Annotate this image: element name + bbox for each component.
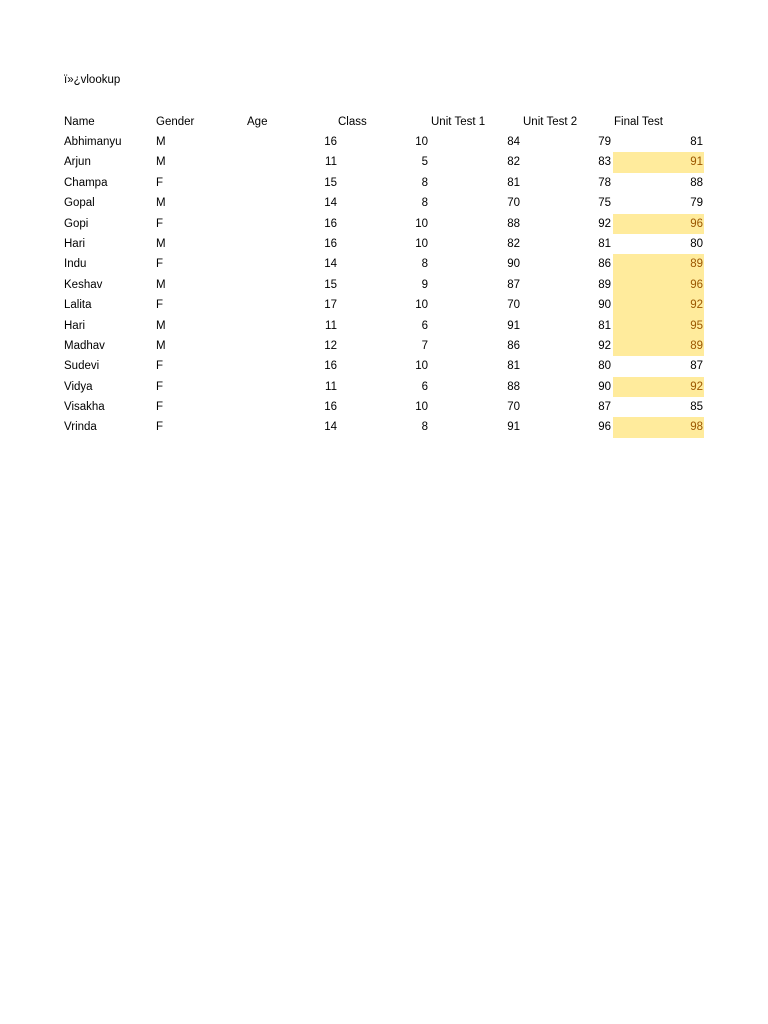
data-table [64,112,704,438]
cell-age: 17 [324,299,337,312]
cell-gender: M [156,339,166,352]
table-row [64,173,704,193]
cell-final-test: 92 [613,377,704,397]
cell-final-test: 87 [690,360,703,373]
cell-final-test: 92 [613,295,704,315]
cell-unit-test-2: 83 [598,156,611,169]
cell-final-test: 88 [690,176,703,189]
cell-gender: M [156,136,166,148]
cell-name: Abhimanyu [64,136,122,148]
cell-name: Hari [64,237,86,250]
sheet-title: ï»¿vlookup [64,74,121,86]
cell-class: 10 [415,217,428,230]
cell-age: 14 [324,421,337,434]
cell-class: 6 [421,319,428,332]
cell-unit-test-2: 90 [598,299,611,312]
header-gender: Gender [156,116,195,128]
cell-final-test: 96 [613,214,704,234]
cell-gender: F [156,217,164,230]
table-row [64,234,704,254]
cell-name: Vidya [64,380,93,393]
cell-class: 7 [421,339,428,352]
cell-gender: F [156,176,164,189]
cell-unit-test-2: 78 [598,176,611,189]
cell-name: Lalita [64,299,92,312]
cell-gender: F [156,401,164,414]
cell-unit-test-1: 91 [507,421,520,434]
cell-gender: F [156,360,164,373]
cell-final-test: 91 [613,152,704,172]
cell-gender: M [156,278,166,291]
cell-name: Vrinda [64,421,97,434]
cell-final-test: 96 [613,275,704,295]
cell-final-test: 89 [613,254,704,274]
cell-unit-test-2: 96 [598,421,611,434]
cell-gender: M [156,237,166,250]
cell-final-test: 98 [613,417,704,437]
cell-unit-test-2: 89 [598,278,611,291]
table-row [64,397,704,417]
cell-name: Sudevi [64,360,100,373]
header-name: Name [64,116,95,128]
table-header-row [64,112,704,132]
cell-class: 8 [421,421,428,434]
cell-gender: M [156,156,166,169]
cell-unit-test-2: 81 [598,319,611,332]
table-row [64,295,704,315]
cell-unit-test-1: 84 [507,136,520,148]
cell-unit-test-2: 87 [598,401,611,414]
cell-age: 16 [324,360,337,373]
cell-final-test: 95 [613,316,704,336]
cell-unit-test-1: 70 [507,197,520,210]
cell-unit-test-2: 81 [598,237,611,250]
cell-unit-test-2: 92 [598,217,611,230]
cell-gender: M [156,197,166,210]
cell-age: 11 [325,380,337,393]
cell-gender: F [156,258,164,271]
cell-class: 8 [421,197,428,210]
cell-age: 11 [325,319,337,332]
cell-unit-test-1: 81 [507,176,520,189]
cell-class: 6 [421,380,428,393]
cell-age: 16 [324,401,337,414]
table-row [64,336,704,356]
cell-unit-test-1: 86 [507,339,520,352]
cell-unit-test-2: 92 [598,339,611,352]
cell-class: 8 [421,258,428,271]
cell-class: 8 [421,176,428,189]
cell-unit-test-1: 88 [507,217,520,230]
cell-name: Visakha [64,401,105,414]
cell-class: 10 [415,401,428,414]
cell-name: Gopal [64,197,95,210]
cell-class: 10 [415,360,428,373]
cell-unit-test-1: 70 [507,299,520,312]
cell-unit-test-2: 79 [598,136,611,148]
cell-unit-test-1: 82 [507,237,520,250]
table-row [64,275,704,295]
cell-gender: F [156,421,164,434]
cell-unit-test-1: 90 [507,258,520,271]
cell-age: 14 [324,197,337,210]
table-row [64,417,704,437]
table-row [64,214,704,234]
table-row [64,377,704,397]
cell-name: Champa [64,176,108,189]
table-row [64,152,704,172]
cell-age: 16 [324,217,337,230]
cell-final-test: 81 [690,136,703,148]
table-row [64,254,704,274]
cell-class: 5 [421,156,428,169]
header-final-test: Final Test [614,116,664,128]
cell-unit-test-1: 88 [507,380,520,393]
cell-gender: F [156,299,164,312]
cell-class: 10 [415,237,428,250]
table-row [64,356,704,376]
cell-unit-test-2: 86 [598,258,611,271]
cell-age: 11 [325,156,337,169]
header-age: Age [247,116,268,128]
table-body [64,132,704,438]
cell-name: Arjun [64,156,91,169]
cell-name: Keshav [64,278,103,291]
cell-class: 10 [415,136,428,148]
cell-name: Hari [64,319,86,332]
cell-final-test: 80 [690,237,703,250]
cell-unit-test-2: 90 [598,380,611,393]
cell-final-test: 85 [690,401,703,414]
cell-age: 16 [324,136,337,148]
cell-class: 10 [415,299,428,312]
cell-name: Gopi [64,217,89,230]
cell-unit-test-2: 80 [598,360,611,373]
cell-unit-test-1: 91 [507,319,520,332]
cell-unit-test-1: 82 [507,156,520,169]
table-row [64,132,704,152]
cell-age: 15 [324,278,337,291]
cell-unit-test-1: 81 [507,360,520,373]
cell-name: Indu [64,258,87,271]
table-row [64,316,704,336]
cell-age: 15 [324,176,337,189]
cell-unit-test-1: 87 [507,278,520,291]
cell-final-test: 79 [690,197,703,210]
cell-unit-test-2: 75 [598,197,611,210]
cell-age: 16 [324,237,337,250]
cell-unit-test-1: 70 [507,401,520,414]
table-row [64,193,704,213]
header-unit-test-1: Unit Test 1 [431,116,486,128]
cell-gender: M [156,319,166,332]
cell-name: Madhav [64,339,105,352]
cell-age: 12 [324,339,337,352]
cell-gender: F [156,380,164,393]
header-unit-test-2: Unit Test 2 [523,116,578,128]
header-class: Class [338,116,367,128]
cell-age: 14 [324,258,337,271]
cell-class: 9 [421,278,428,291]
cell-final-test: 89 [613,336,704,356]
